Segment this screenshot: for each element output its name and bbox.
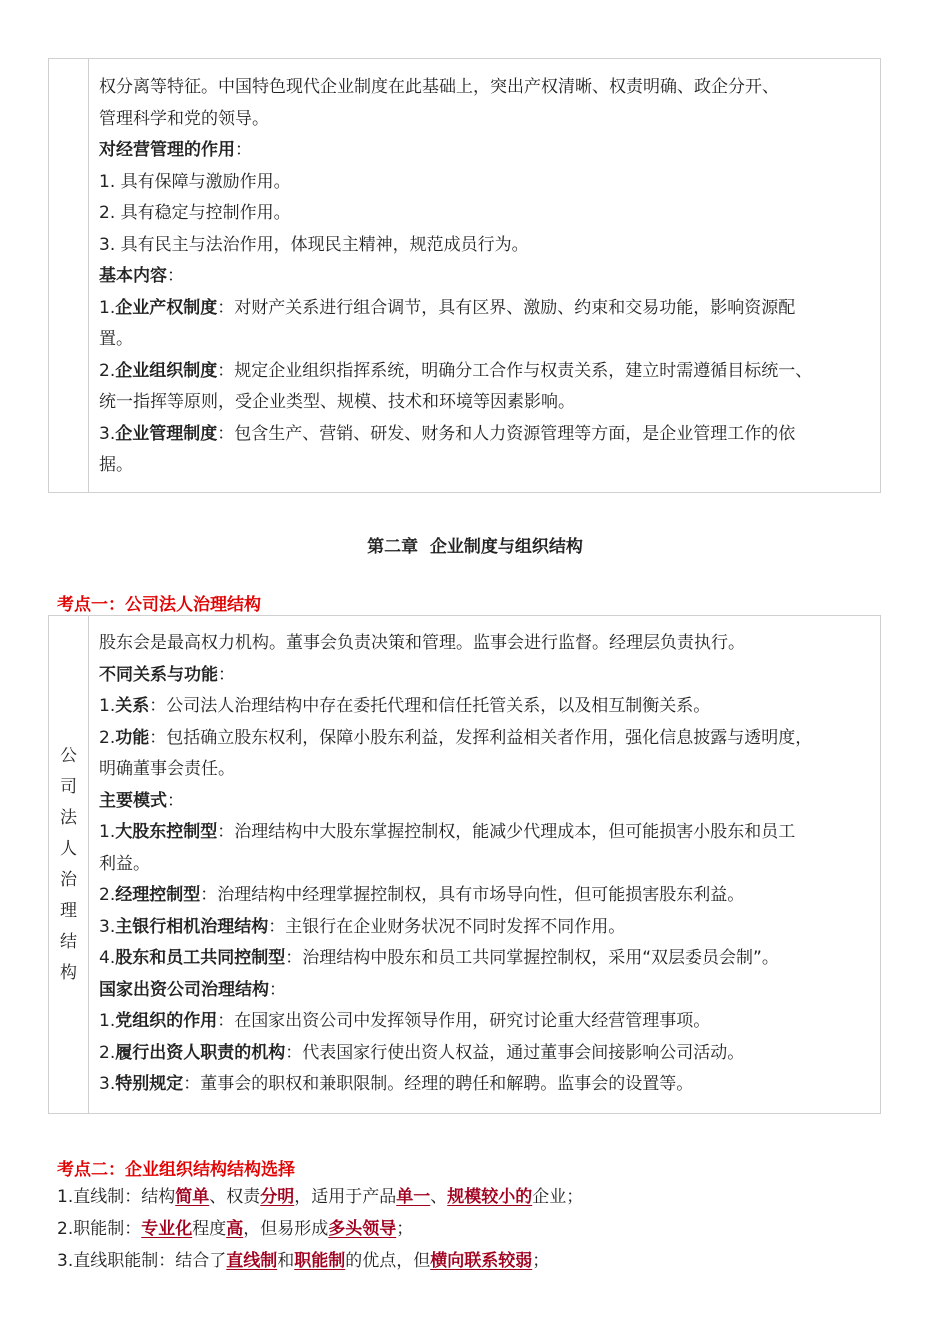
list-item: 4.股东和员工共同控制型：治理结构中股东和员工共同掌握控制权，采用“双层委员会制”。 [99, 948, 779, 968]
list-item: 3. 具有民主与法治作用，体现民主精神，规范成员行为。 [99, 234, 529, 255]
section-heading: 主要模式： [99, 790, 184, 811]
table-content-cell [89, 59, 880, 492]
chapter-title: 第二章 企业制度与组织结构 [367, 537, 583, 557]
key-point-heading: 考点一：公司法人治理结构 [57, 595, 261, 615]
key-point-heading: 考点二：企业组织结构结构选择 [57, 1160, 295, 1180]
list-item-cont: 据。 [99, 455, 133, 475]
list-item: 3.企业管理制度：包含生产、营销、研发、财务和人力资源管理等方面，是企业管理工作的依 [99, 423, 796, 444]
side-char: 司 [60, 776, 77, 797]
list-item: 2.职能制：专业化程度高，但易形成多头领导； [57, 1219, 414, 1239]
side-char: 理 [60, 900, 77, 921]
list-item-cont: 明确董事会责任。 [99, 759, 235, 779]
list-item: 1.关系：公司法人治理结构中存在委托代理和信任托管关系，以及相互制衡关系。 [99, 696, 711, 716]
section-heading: 对经营管理的作用： [99, 140, 252, 160]
table-enterprise-system [48, 58, 881, 493]
list-item: 3.主银行相机治理结构：主银行在企业财务状况不同时发挥不同作用。 [99, 916, 626, 937]
text-line: 股东会是最高权力机构。董事会负责决策和管理。监事会进行监督。经理层负责执行。 [99, 633, 745, 653]
side-char: 法 [60, 807, 77, 828]
list-item-cont: 置。 [99, 329, 133, 349]
section-heading: 国家出资公司治理结构： [99, 979, 286, 1000]
table-content-cell [89, 616, 880, 1113]
list-item: 3.直线职能制：结合了直线制和职能制的优点，但横向联系较弱； [57, 1251, 550, 1271]
list-item: 2.功能：包括确立股东权利，保障小股东利益，发挥利益相关者作用，强化信息披露与透明度， [99, 727, 813, 748]
side-char: 治 [60, 869, 77, 890]
table-left-cell [49, 59, 89, 492]
list-item: 2.经理控制型：治理结构中经理掌握控制权，具有市场导向性，但可能损害股东利益。 [99, 885, 745, 905]
table-side-label [49, 616, 89, 1113]
list-item-cont: 统一指挥等原则，受企业类型、规模、技术和环境等因素影响。 [99, 392, 575, 412]
side-char: 结 [60, 931, 77, 952]
side-char: 公 [60, 745, 77, 766]
list-item: 1.直线制：结构简单、权责分明，适用于产品单一、规模较小的企业； [57, 1187, 584, 1207]
list-item: 3.特别规定：董事会的职权和兼职限制。经理的聘任和解聘。监事会的设置等。 [99, 1074, 694, 1094]
list-item: 2.履行出资人职责的机构：代表国家行使出资人权益，通过董事会间接影响公司活动。 [99, 1042, 745, 1063]
list-item: 1.企业产权制度：对财产关系进行组合调节，具有区界、激励、约束和交易功能，影响资源配 [99, 297, 796, 318]
list-item: 2. 具有稳定与控制作用。 [99, 203, 291, 223]
list-item-cont: 利益。 [99, 853, 150, 874]
list-item: 1.大股东控制型：治理结构中大股东掌握控制权，能减少代理成本，但可能损害小股东和员工 [99, 822, 796, 842]
list-item: 2.企业组织制度：规定企业组织指挥系统，明确分工合作与权责关系，建立时需遵循目标统一、 [99, 360, 813, 381]
side-char: 人 [60, 838, 77, 859]
section-heading: 不同关系与功能： [99, 664, 235, 685]
list-item: 1.党组织的作用：在国家出资公司中发挥领导作用，研究讨论重大经营管理事项。 [99, 1011, 711, 1031]
table-corporate-governance [48, 615, 881, 1114]
text-line: 管理科学和党的领导。 [99, 108, 269, 129]
side-char: 构 [60, 962, 77, 983]
text-line: 权分离等特征。中国特色现代企业制度在此基础上，突出产权清晰、权责明确、政企分开、 [99, 77, 779, 97]
list-item: 1. 具有保障与激励作用。 [99, 171, 291, 192]
section-heading: 基本内容： [99, 266, 184, 286]
